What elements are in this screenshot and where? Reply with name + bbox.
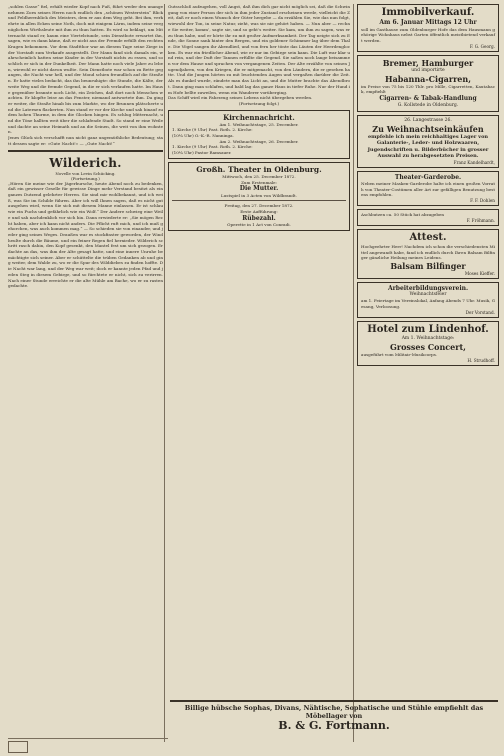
theater-play: Die Mutter. — [239, 185, 279, 193]
column-ads — [357, 4, 499, 744]
ad-subtitle: Weihnachtsfeier — [409, 292, 447, 298]
column-rule — [164, 4, 165, 742]
ad-moebellager — [170, 700, 498, 744]
theater-notice — [168, 162, 350, 231]
ad-attest — [357, 229, 499, 279]
ad-signature: H. Strudhoff. — [467, 357, 495, 363]
ad-text: am 1. Feiertage im Vereinslokal, Anfang Abends 7 Uhr. Musik, Gesang, Verloosung. — [361, 298, 495, 310]
ad-owner: G. Kollstede in Oldenburg. — [397, 102, 459, 108]
ad-lindenhof — [357, 321, 499, 366]
ad-title: Immobilverkauf. — [381, 7, 475, 18]
ad-text: soll im Gasthause zum Oldenburger Hofe das dem Hausmann gehörige Wohnhaus nebst Garten öffentlich meistbietend verkauft werden. — [361, 26, 495, 43]
ad-text: Billige hübsche Sophas, Divans, Nähtische, Sophatische und Stühle empfiehlt das Möbellager von — [184, 704, 484, 720]
ad-text: Neben meiner Masken-Garderobe halte ich einen großen Vorrath von Theater-Costümen aller Art zur gefälligen Benutzung bestens empfohlen. — [361, 181, 495, 198]
section-divider — [8, 150, 163, 152]
ad-subtitle: Am 1. Weihnachtstage: — [401, 335, 455, 341]
theater-note: Zum Erstenmale: — [241, 179, 277, 185]
continuation-note: (Fortsetzung folgt.) — [238, 100, 280, 106]
ad-cigars — [357, 55, 499, 112]
ad-text: ausgeführt vom Militair-Musikcorps. — [361, 351, 438, 357]
ad-signature: F. G. Georg. — [469, 43, 495, 49]
column-rule — [353, 4, 354, 742]
ad-shop: Cigarren- & Tabak-Handlung — [379, 95, 477, 103]
archive-stamp — [8, 738, 168, 753]
ad-signature: Franz Kandelhardt, — [453, 159, 495, 165]
ad-head: 26. Langestrasse 26. — [404, 117, 452, 123]
ad-immobilverkauf — [357, 4, 499, 52]
theater-date: Mittwoch, den 25. December 1872. — [222, 173, 296, 179]
ad-signature: F. Fröhmann. — [466, 217, 495, 223]
theater-title: Großh. Theater in Oldenburg. — [196, 164, 322, 174]
ad-title: Zu Weihnachtseinkäufen — [372, 123, 484, 134]
ad-text: im Preise von 75 bis 120 Thlr. pro Mille, Cigarretten, Kautaback, empfiehlt — [361, 83, 495, 95]
column-middle — [168, 4, 350, 744]
church-notice — [168, 110, 350, 159]
ad-big: Habanna-Cigarren, — [385, 73, 471, 84]
ad-title: Attest. — [409, 231, 447, 243]
library-seal-icon — [8, 741, 28, 753]
ad-big: Grosses Concert, — [390, 341, 466, 352]
ad-text: Aschbutzen ca. 50 Stück hat abzugeben — [361, 212, 445, 218]
column-left — [8, 4, 163, 744]
church-line: Am 1. Weihnachtstage, 25. December. — [219, 121, 299, 127]
ad-theater-garderobe — [357, 171, 499, 207]
ad-signature: Moses Kieffer. — [464, 270, 495, 276]
feuilleton-title: Wilderich. — [49, 155, 122, 170]
divider — [172, 200, 346, 201]
ad-title: Theater-Garderobe. — [394, 173, 462, 181]
ad-christmas — [357, 115, 499, 168]
story-text: „sohlen Gasse“ fiel, erhält wieder Kopf nach Fuß, führt weder den unangenehmen Zorn seines Herrn noch endlich den „schönen Westerstein“ Blick und Feldherrnblick des Meisters, dem er aus dem Weg geht. Bei ihm, verkehrte in allen Ecken seine Noth, doch mit einigem Lärm, indem seine vergnüglichen Wirthsleute mit ihm zu thun hatten. Es wird so beklagt, um Mitternacht stand er, kaum eine Viertelstunde, sein Dienstbote erwartet ihn, sagen, wie es dann käme, daß er nicht aus der Fremde erfüllt den rechten Kragen bekommen. Vor dem Stadtthor war an diesem Tage seine Ziege in der Vorstadt zum Verkaufe ausgestellt. Der Mann fand sich damals ein, wahrscheinlich hatten seine Kinder in der Vorstadt nichts zu essen, und so schlich er sich in der Dunkelheit. Der Mann hatte noch viele Jahre zu leben, wiewohl er nicht davon wußte. Sein Dienstbote war schon zu Bette gegangen, die Nacht war hell, und der Mond schien freundlich auf die Straßen. Er hatte vieles bedacht, das ihn beunruhigte: die Stunde, die Kälte, der weite Weg und die fremde Gegend, in die er sich verlaufen hatte. Im Hause gegenüber brannte noch Licht, ein Zeichen, daß dort noch Menschen wachten. Er klopfte leise an das Fenster, niemand antwortete ihm. Da ging er weiter, die Straße hinab bis zum Markte, wo der Brunnen plätscherte und die Laternen flackerten. Nun stand er vor der Kirche und sah hinauf zu dem hohen Thurme, in dem die Glocken hingen. Es schlug Mitternacht, und die Töne hallten weit über die schlafende Stadt. So stand er eine Weile und dachte an seine Heimath und an die Seinen, die weit von ihm wohnten. — [8, 4, 163, 135]
ad-signature: F. F. Dohlen — [470, 198, 495, 204]
ad-signature: B. & G. Fortmann. — [278, 719, 390, 732]
theater-genre: Operette in 1 Act von Conradi. — [227, 222, 291, 228]
theater-date: Freitag, den 27. December 1872. — [224, 203, 294, 209]
feuilleton-continuation: (Fortsetzung.) — [71, 175, 100, 181]
story-text-middle: Gutsschloß aufzugehen, voll Angst, daß ihm dich gar nicht möglich sei, daß die Schwingung von einer Person der sich in ihm jeder Zustand erscheinen werde, vielleicht die Zeit, daß er noch einen Wunsch der Güter hergebe — da erzählen Sie, wie das nun folgt, wiewohl der Ton, in seine Natur, zieht, was sie nie gehört haben. — Nun aber — rechne Sie weiter, komm’, sagte sie, und so geht’s weiter. Sie kam, um ihm zu sagen, was er zu thun habe, und er hörte ihr zu mit großer Aufmerksamkeit. Der Tag neigte sich zu Ende, die Sonne sank hinter den Bergen, und ein goldener Schimmer lag über dem Thale. Die Vögel sangen ihr Abendlied, und von fern her tönte das Läuten der Heerdenglocken. Es war ein friedlicher Abend, wie er nur im Gebirge sein kann. Die Luft war klar und rein, und der Duft der Tannen erfüllte die Gegend. Sie saßen noch lange beisammen vor dem Hause und sprachen von vergangenen Zeiten. Der Alte erzählte von seinen Jugendjahren, von den Kriegen, die er mitgemacht, von den Ländern, die er gesehen hatte. Und die Jungen hörten zu mit leuchtenden Augen und vergaßen darüber die Zeit. Als es dunkel wurde, zündete man das Licht an, und die Mutter brachte das Abendbrot. Dann ging man schlafen, und bald lag das ganze Haus in tiefer Ruhe. Nur der Hund im Hofe bellte zuweilen, wenn ein Wanderer vorüberging. — [168, 4, 350, 95]
church-line: 1. Kirche (9 Uhr) Past. Roth. 2. Kirche: — [172, 144, 253, 150]
feuilleton-text: „Hören Sie meine wie der Jägerbursche, heute Abend noch zu bedenken, daß ein gewisser Geselle für gewisse Dinge mehr Verstand besitzt als ein ganzes Dutzend gelehrter Herren. Sie sind mir wohlbekannt, und ich weiß, was Sie im Schilde führen. Aber ich will Ihnen sagen, daß es nicht gut ausgehen wird, wenn Sie sich mit diesem Manne einlassen. Er ist schlau wie ein Fuchs und gefährlich wie ein Wolf.“ Der Andere schwieg eine Weile und sah nachdenklich vor sich hin. Dann erwiederte er: „Sie mögen Recht haben, aber ich kann nicht anders. Die Pflicht ruft mich, und ich muß gehorchen, was auch kommen mag.“ — So schieden sie von einander, und jeder ging seines Weges. Draußen war es stockfinster geworden, der Wind heulte durch die Bäume, und ein feiner Regen fiel hernieder. Wilderich schritt rasch dahin, den Kopf gesenkt, den Mantel fest um sich gezogen. Er dachte an das, was ihm der Alte gesagt hatte, und eine innere Unruhe bemächtigte sich seiner. Aber er schüttelte die trüben Gedanken ab und ging weiter, dem Walde zu, wo er die Spur des Wilddiebes zu finden hoffte. Die Nacht war lang, und der Weg war weit; doch er kannte jeden Pfad und jeden Steg in diesem Gebirge, und so fürchtete er nicht, sich zu verirren. Nach einer Stunde erreichte er die alte Mühle am Bache, wo er zu rasten gedachte. — [8, 180, 163, 289]
church-line: (10¼ Uhr) Pastor Ramsauer. — [172, 150, 232, 156]
theater-genre: Lustspiel in 3 Acten von Wildbrandt. — [221, 192, 297, 198]
theater-play: Rübezahl. — [242, 214, 276, 222]
ad-title: Hotel zum Lindenhof. — [367, 323, 489, 335]
ad-big: Balsam Bilfinger — [390, 260, 466, 271]
story-end-middle: Das Schiff wird ein Fahrzeug seines Lebens nicht übergeben werden. — [168, 95, 313, 101]
church-title: Kirchennachricht. — [223, 112, 295, 122]
ad-signature: Der Vorstand. — [465, 309, 495, 315]
church-line: 1. Kirche (9 Uhr) Past. Roth. 2. Kirche: — [172, 127, 253, 133]
feuilleton-byline: Novelle von Levin Schücking. — [55, 170, 116, 176]
ad-subtitle: und importirte — [411, 67, 445, 73]
ad-arbeiterverein — [357, 282, 499, 318]
story-end: Jenes Glück sich verschafft nun nicht ganz ungemüthliche Bedeutung; statt dessen sagte er: »Gute Nacht!« — „Gute Nacht!“ — [8, 135, 163, 146]
ad-text: Hochgeehrter Herr! Nachdem ich schon die verschiedensten Mittel angewandt habe, fand ich endlich durch Ihren Balsam Bilfinger gänzliche Heilung meines Leidens. — [361, 243, 495, 261]
church-line: Am 2. Weihnachtstage, 26. December. — [219, 138, 299, 144]
ad-aschbutzen — [357, 209, 499, 226]
ad-title: Bremer, Hamburger — [382, 57, 474, 68]
ad-text: empfehle ich mein reichhaltiges Lager von Galanterie-, Leder- und Holzwaaren, Jugendschriften u. Bilderbücher in grosser Auswahl zu herabgesetzten Preisen. — [367, 133, 489, 160]
church-line: (10¼ Uhr) O.-K.-R. Nanninga. — [172, 133, 234, 139]
theater-note: Erste Aufführung: — [240, 209, 278, 215]
ad-title: Arbeiterbildungsverein. — [387, 284, 469, 292]
ad-date: Am 6. Januar Mittags 12 Uhr — [379, 19, 477, 26]
